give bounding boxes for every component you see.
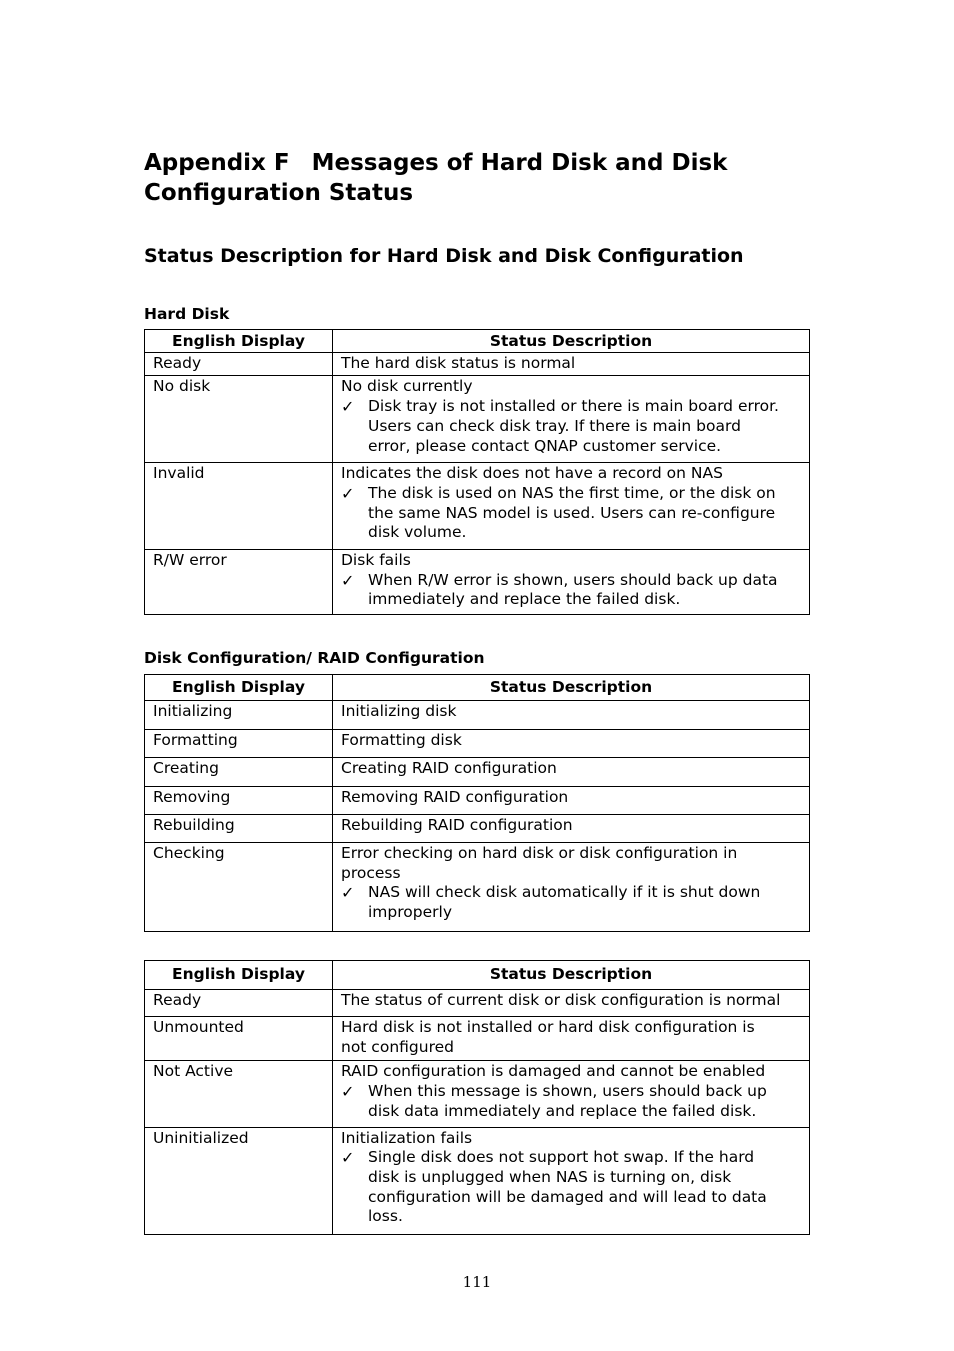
table-row — [145, 990, 810, 1017]
bullet-item — [341, 1082, 803, 1121]
bullet-line: the same NAS model is used. Users can re-configure — [368, 503, 776, 522]
display-cell: No disk — [145, 376, 333, 463]
bullet-item — [341, 484, 803, 543]
display-cell: Unmounted — [145, 1017, 333, 1061]
bullet-line: disk is unplugged when NAS is turning on, disk — [368, 1167, 732, 1186]
appendix-title — [144, 148, 824, 208]
bullet-item — [341, 571, 803, 610]
display-cell: Ready — [145, 352, 333, 376]
description-cell — [333, 1127, 810, 1235]
column-header: Status Description — [333, 675, 810, 701]
description-text: Initialization fails — [341, 1128, 473, 1147]
column-header: English Display — [145, 330, 333, 353]
bullet-line: Users can check disk tray. If there is main board — [368, 416, 741, 435]
column-header: English Display — [145, 961, 333, 990]
table-row — [145, 550, 810, 615]
description-cell — [333, 843, 810, 932]
description-text: not configured — [341, 1037, 454, 1056]
table-row — [145, 815, 810, 843]
check-mark-icon: ✓ — [341, 570, 355, 590]
display-cell: Not Active — [145, 1061, 333, 1127]
description-cell: The hard disk status is normal — [333, 352, 810, 376]
bullet-line: immediately and replace the failed disk. — [368, 590, 681, 609]
description-cell: Removing RAID configuration — [333, 787, 810, 815]
appendix-label: Appendix F — [144, 150, 290, 176]
description-text: RAID configuration is damaged and cannot be enabled — [341, 1062, 766, 1081]
display-cell: R/W error — [145, 550, 333, 615]
bullet-line: Single disk does not support hot swap. If the hard — [368, 1148, 755, 1167]
hard-disk-table — [144, 329, 810, 615]
raid-config-table — [144, 674, 810, 932]
display-cell: Ready — [145, 990, 333, 1017]
description-text: Hard disk is not installed or hard disk configuration is — [341, 1018, 755, 1036]
display-cell: Formatting — [145, 730, 333, 758]
description-cell: Rebuilding RAID configuration — [333, 815, 810, 843]
check-mark-icon: ✓ — [341, 1082, 355, 1102]
bullet-line: The disk is used on NAS the first time, or the disk on — [368, 483, 776, 502]
description-text: Indicates the disk does not have a record on NAS — [341, 464, 723, 483]
table-header-row — [145, 675, 810, 701]
table-row — [145, 701, 810, 730]
table-row — [145, 1127, 810, 1235]
page-number: 111 — [462, 1273, 492, 1291]
description-cell: Initializing disk — [333, 701, 810, 730]
display-cell: Initializing — [145, 701, 333, 730]
display-cell: Removing — [145, 787, 333, 815]
description-cell — [333, 1061, 810, 1127]
table-row — [145, 843, 810, 932]
description-cell — [333, 463, 810, 550]
bullet-line: disk data immediately and replace the failed disk. — [368, 1101, 757, 1120]
description-cell — [333, 376, 810, 463]
check-mark-icon: ✓ — [341, 1148, 355, 1168]
bullet-item — [341, 397, 803, 456]
description-text: process — [341, 863, 401, 882]
description-cell: Creating RAID configuration — [333, 758, 810, 787]
bullet-line: loss. — [368, 1207, 403, 1226]
table-row — [145, 1017, 810, 1061]
display-cell: Uninitialized — [145, 1127, 333, 1235]
table-row — [145, 787, 810, 815]
table-row — [145, 352, 810, 376]
bullet-line: improperly — [368, 903, 452, 922]
bullet-line: Disk tray is not installed or there is main board error. — [368, 397, 779, 416]
display-cell: Rebuilding — [145, 815, 333, 843]
hard-disk-heading: Hard Disk — [144, 305, 230, 323]
raid-config-heading: Disk Configuration/ RAID Configuration — [144, 649, 485, 667]
column-header: English Display — [145, 675, 333, 701]
description-text: Disk fails — [341, 551, 411, 570]
table-row — [145, 1061, 810, 1127]
description-cell: The status of current disk or disk configuration is normal — [333, 990, 810, 1017]
section-title: Status Description for Hard Disk and Disk Configuration — [144, 245, 744, 267]
appendix-title-line1: Messages of Hard Disk and Disk — [311, 150, 728, 176]
bullet-line: NAS will check disk automatically if it is shut down — [368, 883, 761, 902]
check-mark-icon: ✓ — [341, 397, 355, 417]
table-header-row — [145, 330, 810, 353]
display-cell: Creating — [145, 758, 333, 787]
check-mark-icon: ✓ — [341, 883, 355, 903]
bullet-item — [341, 883, 803, 922]
bullet-line: configuration will be damaged and will lead to data — [368, 1187, 767, 1206]
bullet-line: error, please contact QNAP customer service. — [368, 436, 722, 455]
description-text: Error checking on hard disk or disk configuration in — [341, 844, 738, 862]
bullet-line: disk volume. — [368, 523, 467, 542]
general-status-table — [144, 960, 810, 1235]
column-header: Status Description — [333, 330, 810, 353]
display-cell: Checking — [145, 843, 333, 932]
bullet-item — [341, 1148, 803, 1227]
table-header-row — [145, 961, 810, 990]
appendix-title-line2: Configuration Status — [144, 180, 414, 206]
description-cell — [333, 1017, 810, 1061]
table-row — [145, 463, 810, 550]
bullet-line: When R/W error is shown, users should back up data — [368, 570, 778, 589]
check-mark-icon: ✓ — [341, 483, 355, 503]
description-cell — [333, 550, 810, 615]
column-header: Status Description — [333, 961, 810, 990]
bullet-line: When this message is shown, users should back up — [368, 1082, 767, 1101]
table-row — [145, 376, 810, 463]
display-cell: Invalid — [145, 463, 333, 550]
table-row — [145, 730, 810, 758]
table-row — [145, 758, 810, 787]
description-text: No disk currently — [341, 377, 473, 396]
description-cell: Formatting disk — [333, 730, 810, 758]
